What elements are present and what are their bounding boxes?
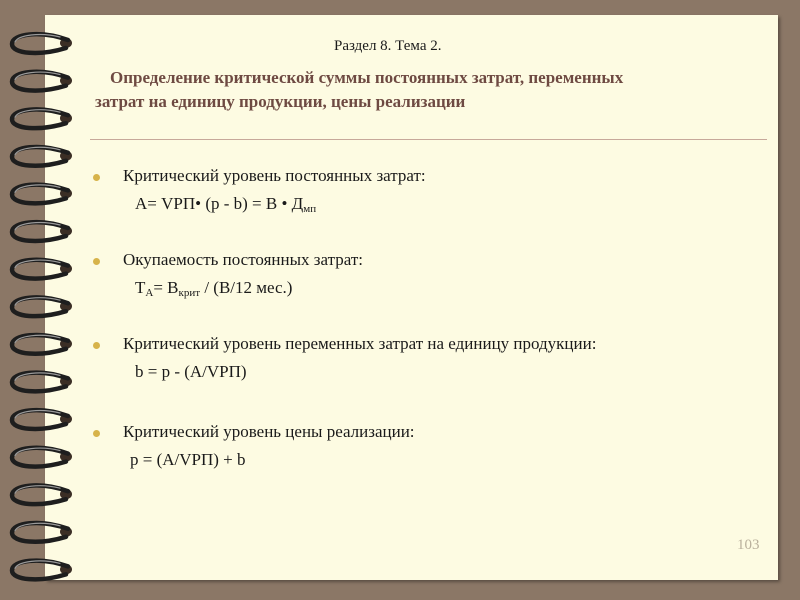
binding-ring xyxy=(12,523,72,542)
formula-t: Т xyxy=(135,278,146,297)
bullet-dot-icon xyxy=(93,342,100,349)
binding-ring xyxy=(12,147,72,166)
slide-title-line-1: Определение критической суммы постоянных затрат, переменных xyxy=(110,68,624,87)
section-label: Раздел 8. Тема 2. xyxy=(334,38,442,54)
binding-ring xyxy=(12,34,72,53)
bullet-dot-icon xyxy=(93,258,100,265)
formula-subscript: крит xyxy=(178,287,201,299)
bullet-dot-icon xyxy=(93,430,100,437)
item-label: Критический уровень постоянных затрат: xyxy=(123,166,426,185)
slide-title-line-2: затрат на единицу продукции, цены реализации xyxy=(95,92,466,111)
item-formula xyxy=(135,278,292,299)
item-formula: b = р - (А/VРП) xyxy=(135,362,247,381)
formula-text: А= VРП• (р - b) = В • Д xyxy=(135,194,304,213)
binding-ring xyxy=(12,222,72,241)
binding-ring xyxy=(12,109,72,128)
binding-ring xyxy=(12,297,72,316)
spiral-binding-icon xyxy=(0,0,90,600)
item-label: Окупаемость постоянных затрат: xyxy=(123,250,363,269)
bullet-dot-icon xyxy=(93,174,100,181)
binding-ring xyxy=(12,410,72,429)
binding-ring xyxy=(12,561,72,580)
slide-title xyxy=(95,66,735,114)
binding-ring xyxy=(12,185,72,204)
title-divider xyxy=(90,139,767,140)
binding-ring xyxy=(12,72,72,91)
item-formula xyxy=(135,194,316,215)
binding-ring xyxy=(12,260,72,279)
binding-ring xyxy=(12,448,72,467)
formula-rest: / (В/12 мес.) xyxy=(200,278,293,297)
item-formula: p = (А/VРП) + b xyxy=(130,450,246,469)
binding-ring xyxy=(12,485,72,504)
formula-subscript: А xyxy=(145,287,154,299)
item-label: Критический уровень цены реализации: xyxy=(123,422,415,441)
binding-ring xyxy=(12,373,72,392)
binding-ring xyxy=(12,335,72,354)
formula-eq: = В xyxy=(153,278,179,297)
item-label: Критический уровень переменных затрат на единицу продукции: xyxy=(123,334,597,353)
page-number: 103 xyxy=(737,537,760,553)
formula-subscript: мп xyxy=(303,203,317,215)
